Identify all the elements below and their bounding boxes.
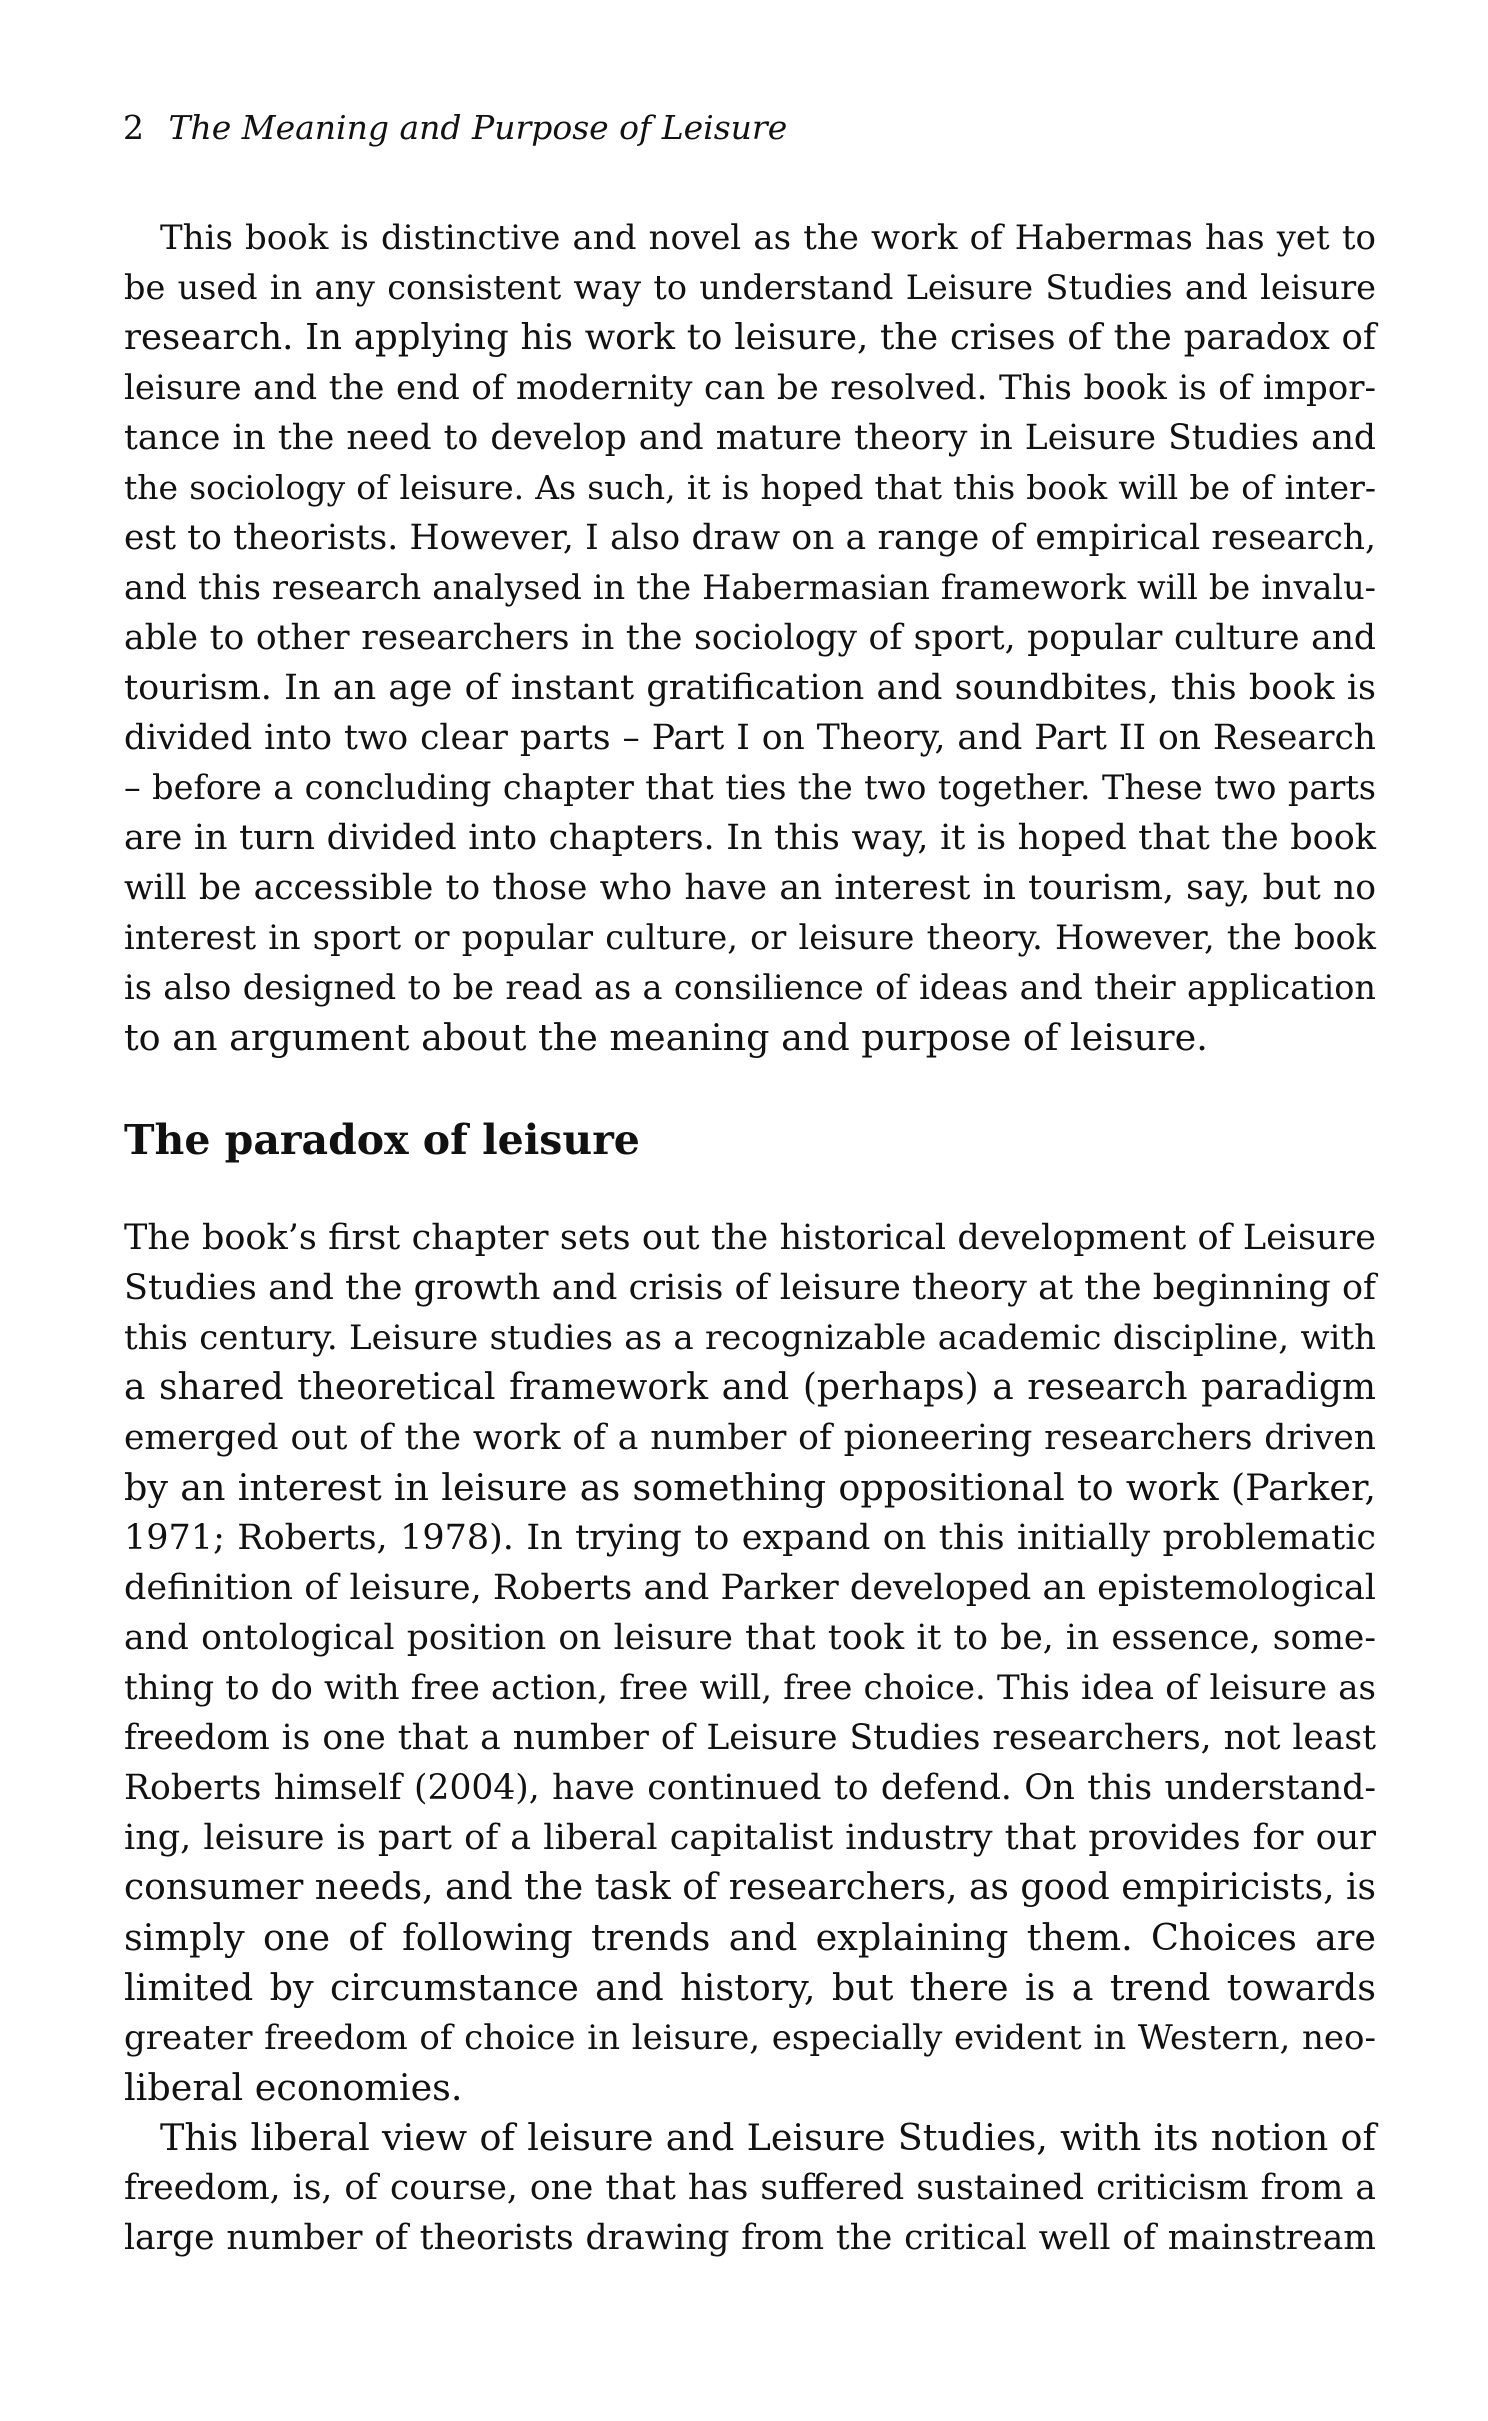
text-line: research. In applying his work to leisure, the crises of the paradox of <box>124 317 1376 358</box>
text-line: able to other researchers in the sociology of sport, popular culture and <box>124 618 1376 658</box>
text-line: thing to do with free action, free will, free choice. This idea of leisure as <box>124 1668 1376 1708</box>
text-line: will be accessible to those who have an interest in tourism, say, but no <box>124 868 1376 908</box>
text-line: The book’s first chapter sets out the historical development of Leisure <box>124 1218 1376 1258</box>
text-line: tance in the need to develop and mature theory in Leisure Studies and <box>124 418 1376 458</box>
text-line: interest in sport or popular culture, or leisure theory. However, the book <box>124 918 1376 957</box>
text-line: this century. Leisure studies as a recognizable academic discipline, with <box>124 1318 1376 1358</box>
text-line: liberal economies. <box>124 2066 463 2109</box>
page-number: 2 <box>123 108 144 147</box>
section-heading: The paradox of leisure <box>124 1116 640 1164</box>
text-line: leisure and the end of modernity can be resolved. This book is of impor- <box>124 368 1376 408</box>
text-line: freedom is one that a number of Leisure Studies researchers, not least <box>124 1718 1376 1758</box>
text-line: to an argument about the meaning and purpose of leisure. <box>124 1016 1208 1059</box>
text-line: definition of leisure, Roberts and Parker developed an epistemological <box>124 1568 1376 1608</box>
text-line: Roberts himself (2004), have continued to defend. On this understand- <box>124 1768 1376 1808</box>
text-line: – before a concluding chapter that ties the two together. These two parts <box>124 768 1376 807</box>
text-line: limited by circumstance and history, but there is a trend towards <box>124 1966 1376 2009</box>
text-line: freedom, is, of course, one that has suffered sustained criticism from a <box>124 2168 1376 2208</box>
text-line: ing, leisure is part of a liberal capitalist industry that provides for our <box>124 1818 1376 1858</box>
text-line: are in turn divided into chapters. In this way, it is hoped that the book <box>124 818 1376 858</box>
running-head-title: The Meaning and Purpose of Leisure <box>168 108 788 147</box>
text-line: is also designed to be read as a consilience of ideas and their application <box>124 968 1376 1007</box>
text-line: This liberal view of leisure and Leisure Studies, with its notion of <box>160 2116 1376 2159</box>
text-line: and ontological position on leisure that took it to be, in essence, some- <box>124 1618 1376 1658</box>
text-line: large number of theorists drawing from the critical well of mainstream <box>124 2218 1376 2258</box>
running-head <box>123 108 787 148</box>
text-line: consumer needs, and the task of researchers, as good empiricists, is <box>124 1867 1376 1908</box>
text-line: emerged out of the work of a number of pioneering researchers driven <box>124 1418 1376 1458</box>
text-line: be used in any consistent way to understand Leisure Studies and leisure <box>124 268 1376 307</box>
text-line: by an interest in leisure as something oppositional to work (Parker, <box>124 1466 1376 1509</box>
text-line: est to theorists. However, I also draw on a range of empirical research, <box>124 518 1376 558</box>
text-line: greater freedom of choice in leisure, especially evident in Western, neo- <box>124 2018 1376 2058</box>
text-line: 1971; Roberts, 1978). In trying to expand on this initially problematic <box>124 1518 1376 1558</box>
text-line: simply one of following trends and explaining them. Choices are <box>124 1916 1376 1959</box>
text-line: a shared theoretical framework and (perhaps) a research paradigm <box>124 1367 1376 1408</box>
text-line: Studies and the growth and crisis of leisure theory at the beginning of <box>124 1268 1376 1308</box>
text-line: divided into two clear parts – Part I on Theory, and Part II on Research <box>124 718 1376 758</box>
text-line: This book is distinctive and novel as the work of Habermas has yet to <box>160 218 1376 258</box>
text-line: and this research analysed in the Habermasian framework will be invalu- <box>124 568 1376 607</box>
text-line: the sociology of leisure. As such, it is hoped that this book will be of inter- <box>124 468 1376 507</box>
text-line: tourism. In an age of instant gratification and soundbites, this book is <box>124 668 1376 708</box>
